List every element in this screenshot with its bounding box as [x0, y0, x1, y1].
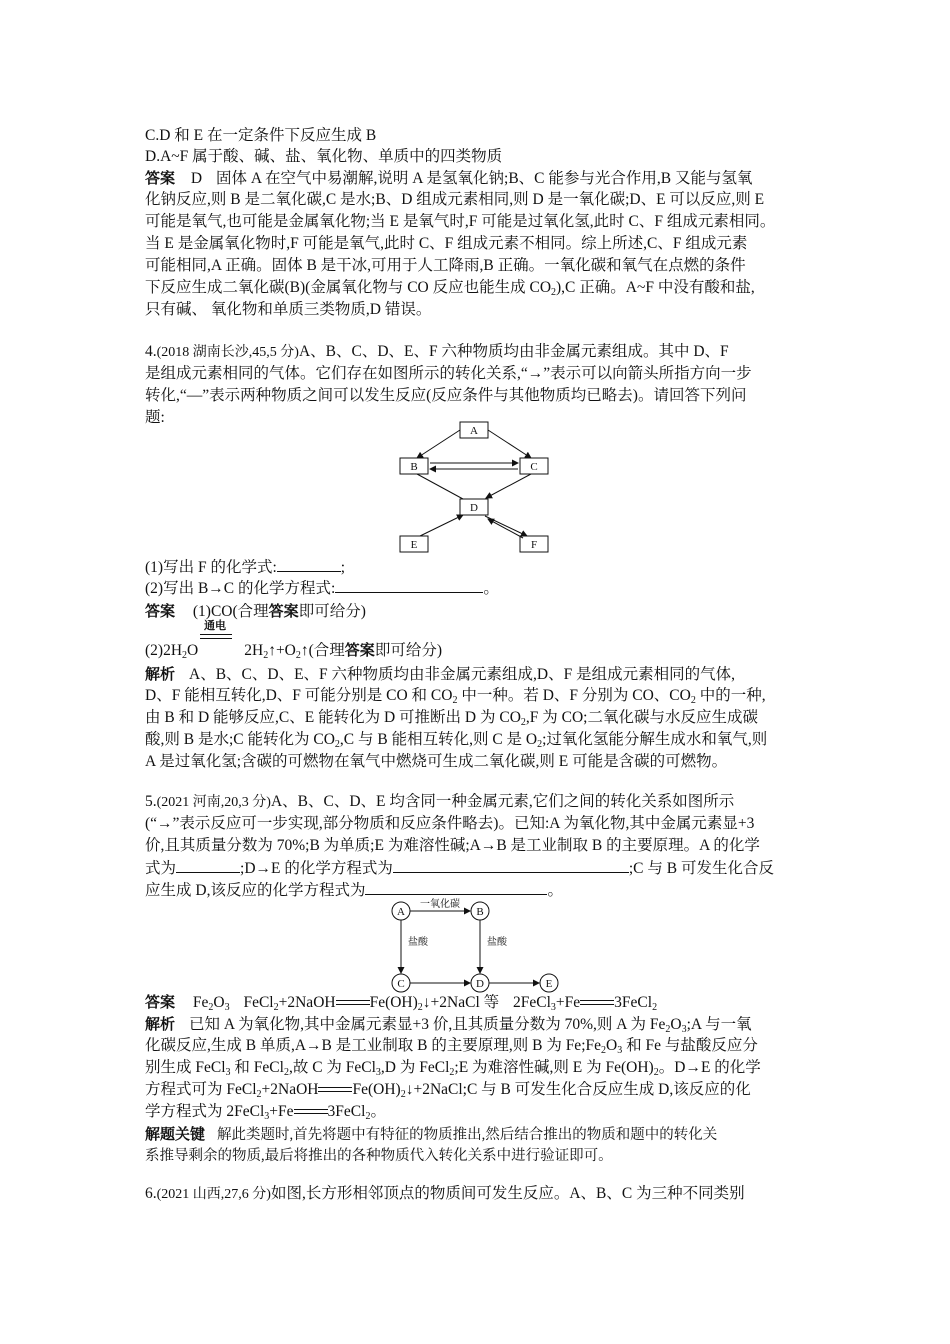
answer-blank[interactable]: [176, 858, 240, 873]
q5-answer-line: 答案 $Fe_2O_3$ FeCl$_2$+2NaOH $Fe(OH)_2↓+2NaCl$ 等 2FeCl$_3$+Fe 3FeCl$_2$: [145, 993, 658, 1013]
q4-analysis-line3: 由 B 和 D 能够反应,C、E 能转化为 D 可推断出 D 为 $CO_2,F$ 为 CO;二氧化碳与水反应生成碳: [145, 709, 758, 728]
question-source: (2021 河南,20,3 分): [156, 795, 271, 810]
label-co: 一氧化碳: [420, 899, 460, 910]
question-number: 6.: [145, 1185, 157, 1202]
node-e: E: [410, 539, 418, 551]
label-hcl-right: 盐酸: [487, 937, 507, 948]
q5-analysis-line3: 别生成 FeCl$_3$ 和 FeCl$_2$,故 C 为 FeCl$_3$,D 为 FeCl$_2$;E 为难溶性碱,则 E 为 $Fe(OH)_2$。D→E 的化学: [145, 1059, 761, 1078]
reaction-condition: 通电: [204, 620, 226, 632]
node-a: A: [470, 425, 478, 437]
q3-option-d: D.A~F 属于酸、碱、盐、氧化物、单质中的四类物质: [145, 148, 503, 165]
q4-analysis-line2: D、F 能相互转化,D、F 可能分别是 CO 和 $CO_2$ 中一种。若 D、F 分别为 CO、$CO_2$ 中的一种,: [145, 687, 766, 706]
q3-text-line7: 只有碱、 氧化物和单质三类物质,D 错误。: [145, 301, 432, 318]
arrow-a-c: [488, 430, 531, 458]
q4-analysis-line1: 解析 A、B、C、D、E、F 六种物质均由非金属元素组成,D、F 是组成元素相同的气体,: [145, 665, 735, 683]
answer-blank[interactable]: [335, 578, 483, 593]
answer-label: 答案: [145, 602, 176, 620]
q4-stem-line2: 是组成元素相同的气体。它们存在如图所示的转化关系,“→”表示可以向箭头所指方向一步: [145, 365, 752, 382]
q3-option-c: C.D 和 E 在一定条件下反应生成 B: [145, 127, 377, 144]
q4-answer-line1: 答案 (1)CO(合理答案即可给分): [145, 602, 366, 620]
question-number: 4.: [145, 343, 157, 360]
line-b-d: [417, 474, 463, 499]
q4-answer-line2: $(2)2H_2O$ $2H_2↑+O_2↑$(合理答案即可给分): [145, 641, 442, 661]
node-d: D: [470, 502, 478, 514]
analysis-label: 解析: [145, 665, 176, 683]
q4-relation-diagram: [395, 418, 555, 556]
q4-stem-line1: 4.(2018 湖南长沙,45,5 分)A、B、C、D、E、F 六种物质均由非金属元素组成。其中 D、F: [145, 343, 729, 360]
q5-stem-line2: (“→”表示反应可一步实现,部分物质和反应条件略去)。已知:A 为氧化物,其中金属元素显+3: [145, 815, 755, 832]
q5-analysis-line1: 解析 已知 A 为氧化物,其中金属元素显+3 价,且其质量分数为 70%,则 A 为 $Fe_2O_3;A$ 与一氧: [145, 1015, 752, 1035]
node-b: B: [410, 461, 418, 473]
q5-stem-line1: 5.(2021 河南,20,3 分)A、B、C、D、E 均含同一种金属元素,它们之间的转化关系如图所示: [145, 793, 735, 810]
arrow-d-f: [485, 516, 527, 536]
answer-blank[interactable]: [365, 880, 547, 895]
q5-analysis-line2: 化碳反应,生成 B 单质,A→B 是工业制取 B 的主要原理,则 B 为 $Fe;Fe_2O_3$ 和 Fe 与盐酸反应分: [145, 1037, 758, 1056]
q3-text-line4: 当 E 是金属氧化物时,F 可能是氧气,此时 C、F 组成元素不相同。综上所述,C、F 组成元素: [145, 235, 748, 252]
arrow-f-d: [488, 519, 523, 538]
q3-text-line3: 可能是氧气,也可能是金属氧化物;当 E 是氧气时,F 可能是过氧化氢,此时 C、F 组成元素相同。: [145, 213, 776, 230]
answer-blank[interactable]: [393, 858, 629, 873]
node-b: B: [476, 906, 484, 918]
node-f: F: [530, 539, 538, 551]
arrow-c-d: [486, 474, 531, 498]
q5-stem-line4: 式为 ;D→E 的化学方程式为 ;C 与 B 可发生化合反: [145, 860, 774, 877]
q3-text-line5: 可能相同,A 正确。固体 B 是干冰,可用于人工降雨,B 正确。一氧化碳和氧气在点燃的条件: [145, 257, 746, 274]
q4-analysis-line5: A 是过氧化氢;含碳的可燃物在氧气中燃烧可生成二氧化碳,则 E 可能是含碳的可燃物。: [145, 753, 728, 770]
answer-label: 答案: [145, 993, 176, 1011]
key-points-label: 解题关键: [145, 1125, 206, 1143]
explanation-text: 固体 A 在空气中易潮解,说明 A 是氢氧化钠;B、C 能参与光合作用,B 又能与氢氧: [215, 170, 753, 187]
q3-text-line6: 下反应生成二氧化碳(B)(金属氧化物与 CO 反应也能生成 $CO_2),C$ 正确。A~F 中没有酸和盐,: [145, 279, 755, 298]
question-number: 5.: [145, 793, 157, 810]
arrow-a-b: [417, 430, 460, 458]
q5-key-line1: 解题关键 解此类题时,首先将题中有特征的物质推出,然后结合推出的物质和题中的转化关: [145, 1125, 718, 1143]
q4-stem-line3: 转化,“—”表示两种物质之间可以发生反应(反应条件与其他物质均已略去)。请回答下列问: [145, 387, 747, 404]
answer-value: D: [190, 170, 203, 187]
question-source: (2021 山西,27,6 分): [156, 1187, 271, 1202]
q4-subquestion-2: (2)写出 B→C 的化学方程式: 。: [145, 580, 499, 597]
q3-answer-line1: [145, 168, 752, 189]
equals-sign: [200, 634, 232, 639]
q5-key-line2: 系推导剩余的物质,最后将推出的各种物质代入转化关系中进行验证即可。: [145, 1148, 613, 1164]
q5-analysis-line5: 学方程式为 2FeCl$_3$+Fe 3FeCl$_2$。: [145, 1103, 386, 1122]
node-a: A: [397, 906, 405, 918]
q5-transformation-diagram: [385, 898, 565, 994]
node-c: C: [530, 461, 538, 473]
q5-stem-line5: 应生成 D,该反应的化学方程式为 。: [145, 882, 563, 899]
q4-stem-line4: 题:: [145, 409, 165, 426]
label-hcl-left: 盐酸: [408, 937, 428, 948]
q5-analysis-line4: 方程式可为 FeCl$_2$+2NaOH $Fe(OH)_2↓+2NaCl;C$ 与 B 可发生化合反应生成 D,该反应的化: [145, 1081, 751, 1100]
q4-analysis-line4: 酸,则 B 是水;C 能转化为 $CO_2,C$ 与 B 能相互转化,则 C 是 $O_2$;过氧化氢能分解生成水和氧气,则: [145, 731, 768, 750]
answer-blank[interactable]: [277, 557, 341, 572]
node-e: E: [545, 978, 553, 990]
q5-stem-line3: 价,且其质量分数为 70%;B 为单质;E 为难溶性碱;A→B 是工业制取 B 的主要原理。A 的化学: [145, 837, 760, 854]
question-source: (2018 湖南长沙,45,5 分): [156, 345, 299, 360]
analysis-label: 解析: [145, 1015, 176, 1033]
arrow-e-d: [420, 515, 463, 536]
q3-text-line2: 化钠反应,则 B 是二氧化碳,C 是水;B、D 组成元素相同,则 D 是一氧化碳;D、E 可以反应,则 E: [145, 191, 765, 208]
answer-label: 答案: [145, 169, 176, 187]
q6-stem-line1: 6.(2021 山西,27,6 分)如图,长方形相邻顶点的物质间可发生反应。A、B、C 为三种不同类别: [145, 1185, 745, 1202]
node-d: D: [476, 978, 484, 990]
q4-subquestion-1: (1)写出 F 的化学式: ;: [145, 559, 346, 576]
node-c: C: [397, 978, 405, 990]
